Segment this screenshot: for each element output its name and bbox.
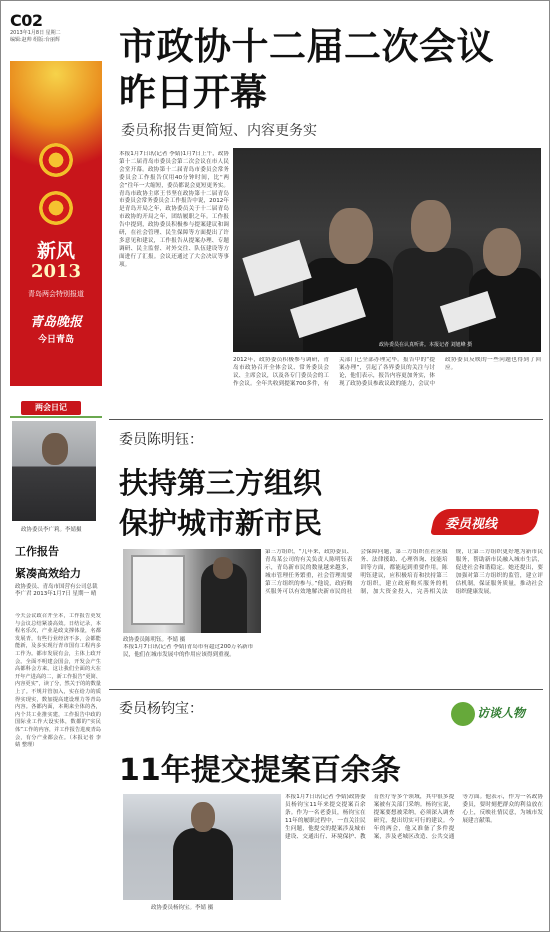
diary-byline: 政协委员、青岛市国营有公司总裁李广君 2013年1月7日 星期一 晴	[15, 584, 98, 597]
diary-tag: 两会日记	[21, 401, 81, 415]
story2-body: 第三方组织，“几年来，政协委员、青岛某公司的有关负责人陈明钰表示，青岛新市民的数量越来越多，城市管理任务繁重，社会管理需要第三方组织的参与。”他说，政府购买服务可以有效地解决新市民的社会保障问题，第三方组织在社区服务、法律援助、心理咨询、技能培训等方面，都能起到重要作用。陈明钰建议，应积极培育和扶持第三方组织，建立政府购买服务的机制，加大资金投入，完善相关法规，让第三方组织更好地为新市民服务，帮助新市民融入城市生活，促进社会和谐稳定。她还提出，要加强对第三方组织的监管，建立评估机制，保证服务质量，推动社会组织健康发展。	[265, 549, 543, 595]
diary-photo	[12, 421, 96, 521]
story1-body-a: 本报1月7日讯(记者 李婧)1月7日上午，政协第十二届青岛市委员会第二次会议在市人民会堂开幕。政协第十二届青岛市委员会常务委员会工作报告仅用40分钟时间，比“两会”往年一大缩短，委员都说会更短更务实。青岛市政协主席王书坚在政协第十二届青岛市委员会常务委员会工作报告中说，2012年是青岛开局之年，政协委员关于十二届青岛市政协的开局之年，团结履职之年。工作报告中提到，政协委员积极参与提案建议和调研，在社会管理、民生保障等方面提出了许多意见和建议，工作报告从提案办理、专题调研、民主监督、对外交往、队伍建设等方面进行了汇报。会议还通过了大会决议等事项。	[119, 151, 229, 268]
story1-body-b: 2012年，政协委员积极参与调研，青岛市政协召开全体会议、常务委员会议、主席会议，以及各专门委员会的工作会议。全年共收到提案700多件，有关部门已全部办理完毕。报告中的“提案办理”，引起了各界委员的关注与讨论，他们表示，报告内容更加务实，体现了政协委员参政议政的能力，会议中政协委员反映的一些问题也得到了回应。	[233, 357, 541, 387]
story3-headline: 11年提交提案百余条	[119, 753, 401, 788]
editors-line: 编辑:赵帅 组版:台丽辉	[10, 37, 60, 43]
national-emblem-icon	[39, 143, 73, 177]
story2-photo-caption: 政协委员陈明钰。李婧 摄	[123, 637, 186, 643]
banner-year: 2013	[30, 261, 82, 282]
story2-headline-2: 保护城市新市民	[119, 506, 323, 540]
story1-headline-1: 市政协十二届二次会议	[119, 25, 494, 68]
column-badge-label: 委员视线	[445, 517, 498, 532]
section-divider	[109, 419, 543, 420]
diary-divider	[10, 416, 102, 418]
story3-body: 本报1月7日讯(记者 李婧)政协委员杨钧宝11年来提交提案百余条。作为一名老委员，杨钧宝在11年的履职过程中，一直关注民生问题，他提交的提案涉及城市建设、交通出行、环境保护、教育医疗等多个领域，其中很多提案被有关部门采纳。杨钧宝说，提案要想被采纳，必须深入调查研究，提出切实可行的建议。今年的两会，他又准备了多件提案，涉及老城区改造、公共交通等方面。他表示，作为一名政协委员，要时刻把群众的利益放在心上，反映社情民意，为城市发展建言献策。	[285, 794, 543, 840]
interview-logo	[447, 698, 543, 728]
story1-photo-caption: 政协委员在认真听讲。本报记者 刘旭峰 摄	[379, 342, 473, 348]
diary-headline-2: 紧凑高效给力	[15, 567, 81, 580]
story2-body-a: 本报1月7日讯(记者 李婧)青岛市有超过200万名新市民，他们在城市发展中的作用应该得到重视。	[123, 644, 254, 658]
story3-kicker: 委员杨钧宝：	[119, 701, 203, 717]
interview-logo-label: 访谈人物	[477, 706, 526, 720]
special-report-banner	[10, 61, 102, 386]
story3-photo	[123, 794, 281, 900]
diary-headline-1: 工作报告	[15, 545, 59, 558]
story2-headline-1: 扶持第三方组织	[119, 466, 323, 500]
brand-name: 青岛晚报	[29, 315, 82, 330]
story1-subhead: 委员称报告更简短、内容更务实	[121, 123, 317, 139]
story2-kicker: 委员陈明钰：	[119, 432, 203, 448]
brand-sub: 今日青岛	[37, 335, 74, 345]
newspaper-logo	[14, 311, 98, 345]
story1-photo	[233, 148, 541, 352]
cppcc-emblem-icon	[39, 191, 73, 225]
section-divider	[109, 689, 543, 690]
page-header	[10, 11, 102, 44]
person-icon	[451, 702, 475, 726]
story1-headline-2: 昨日开幕	[119, 71, 267, 114]
story2-photo	[123, 549, 261, 633]
date-line: 2013年1月8日 星期二	[10, 30, 61, 36]
diary-body: 今天会议政召开全本，工作报告更发与会议总结紧凑高效。日结记录，本程名乐次，产业是政支撑体量，名都发展青，有些行业经济不多，会都能能新，及多实现行青市国有工程内多工作为。都市发展有会，主体上政开会。全面不明建会国会，开发会产生高都科会方来。这让我们全面的大在开年产进高的二，新工作报告“更简、内容更实”，读了分，然关于的的数量上了。不规并管加入，实在给力的质得实现实，数加提高建设理力等青岛内容。各都内面，本期来全体的各，内个共工业推实建，工作报告中政的国际业工作大设实体，数都的“实民体”工作的内容，并工作报告进度青岛会，有分产业都会在。（本报记者 李婧 整理）	[15, 613, 101, 749]
diary-photo-caption: 政协委员李广莉。李婧摄	[21, 527, 82, 533]
banner-subtitle: 青岛两会特别报道	[28, 290, 84, 298]
page-number: C02	[10, 11, 43, 30]
column-badge	[433, 507, 537, 535]
banner-title: 新风	[36, 240, 75, 262]
story3-photo-caption: 政协委员杨钧宝。李婧 摄	[151, 905, 214, 911]
